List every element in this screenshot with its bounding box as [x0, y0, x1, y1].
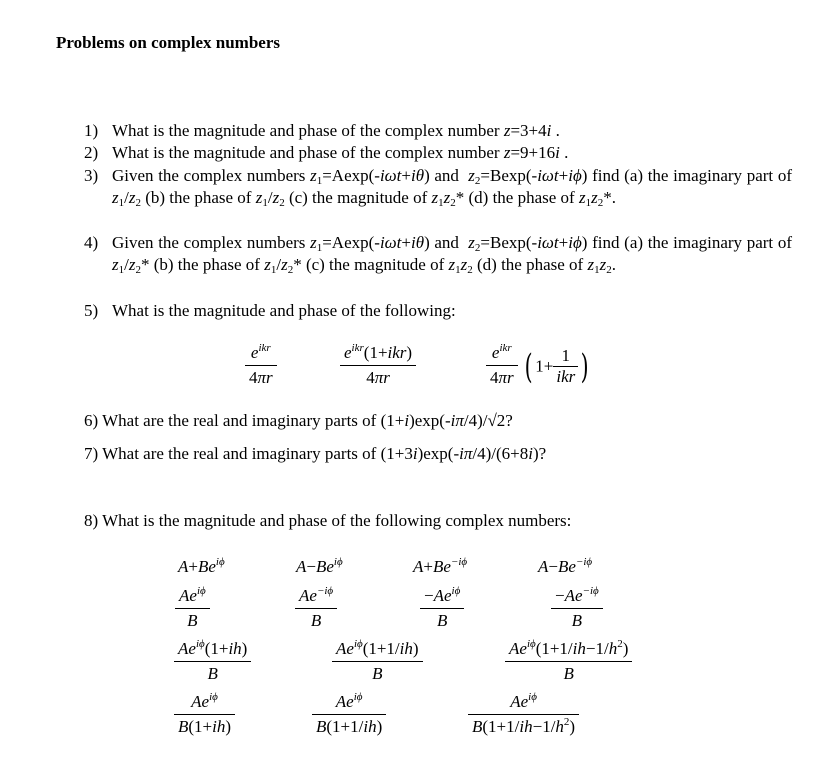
expr-8-r3-2: $Ae^{i\phi}(1+1/ih)$ B	[332, 639, 423, 684]
expr-8-r1-4: $A-Be^{-i\phi}$	[538, 556, 593, 576]
expr-8-r3-1: $Ae^{i\phi}(1+ih)$ B	[174, 639, 251, 684]
page-title: Problems on complex numbers	[56, 33, 280, 52]
expr-8-r1-2: $A-Be^{i\phi}$	[296, 556, 343, 576]
expr-8-r2-2: $\frac{Ae^{-i\phi}}{B}$	[295, 586, 337, 631]
expr-8-r2-1: $Ae^{i\phi}$ B	[175, 586, 210, 631]
expr-8-r4-3: $Ae^{i\phi}$ $B(1+1/ih-1/h^2)$	[468, 692, 579, 737]
problem-5-text: What is the magnitude and phase of the following:	[112, 301, 456, 320]
expr-5-2: $e^{ikr}(1+ikr)$ 4πr	[340, 343, 416, 388]
problem-6: 6) What are the real and imaginary parts of (1+i)exp(-iπ/4)/√2?	[84, 411, 513, 430]
problem-8: 8) What is the magnitude and phase of the following complex numbers:	[84, 511, 572, 530]
problem-2-text: What is the magnitude and phase of the complex number z=9+16i .	[112, 143, 569, 162]
expr-8-r2-3: $-Ae^{i\phi}$ B	[420, 586, 464, 631]
expr-5-3-paren: ( 1+ 1 ikr )	[524, 346, 589, 387]
expr-8-r2-4: $\frac{-Ae^{-i\phi}}{B}$	[551, 586, 603, 631]
problem-3-text: Given the complex numbers $z_1=Aexp(-i\omega t+i\theta)$ and $z_2=Bexp(-i\omega t+i\phi)$ find (a) the imaginary part of $z_1/z_2$ (b) the phase of $z_1/z_2$ (c) the magnitude of $z_1z_2*$ (d) the phase of $z_1z_2*$.	[112, 166, 792, 209]
expr-8-r4-2: $Ae^{i\phi}$ B(1+1/ih)	[312, 692, 386, 737]
expr-5-1: $e^{ikr}$ 4πr	[245, 343, 277, 388]
problem-4-text: Given the complex numbers $z_1=Aexp(-i\omega t+i\theta)$ and $z_2=Bexp(-i\omega t+i\phi)$ find (a) the imaginary part of $z_1/z_2*$ (b) the phase of $z_1/z_2*$ (c) the magnitude of $z_1z_2$ (d) the phase of $z_1z_2$.	[112, 233, 792, 276]
problem-1-text: What is the magnitude and phase of the complex number z=3+4i .	[112, 121, 560, 140]
expr-8-r3-3: $Ae^{i\phi}(1+1/ih-1/h^2)$ B	[505, 639, 632, 684]
expr-8-r1-1: $A+Be^{i\phi}$	[178, 556, 225, 576]
expr-8-r4-1: $Ae^{i\phi}$ B(1+ih)	[174, 692, 235, 737]
expr-8-r1-3: $A+Be^{-i\phi}$	[413, 556, 468, 576]
expr-5-3-frac: $e^{ikr}$ 4πr	[486, 343, 518, 388]
problem-7: 7) What are the real and imaginary parts of (1+3i)exp(-iπ/4)/(6+8i)?	[84, 444, 547, 463]
